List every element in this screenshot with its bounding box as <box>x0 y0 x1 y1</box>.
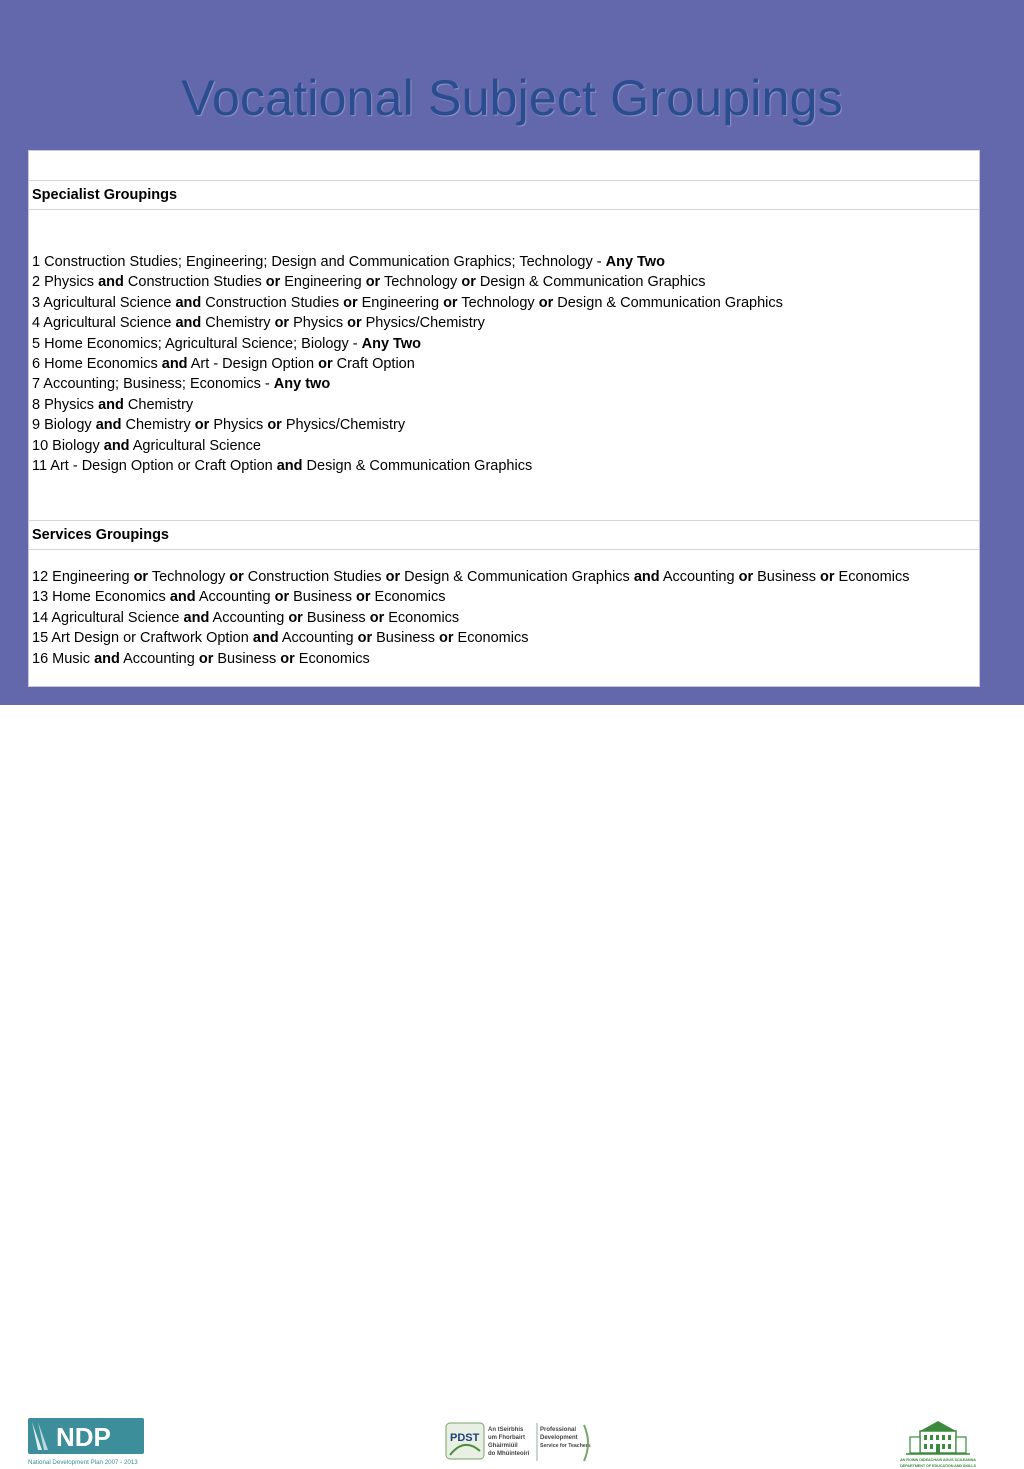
connector-word: or <box>267 417 282 434</box>
subject-text: Business <box>753 569 820 585</box>
connector-word: and <box>633 569 660 585</box>
specialist-grouping-line <box>32 272 706 292</box>
connector-word: or <box>356 589 371 606</box>
subject-text: Economics <box>294 650 370 667</box>
subject-groupings-table <box>28 150 980 687</box>
pdst-english-line-1: Professional <box>540 1427 577 1433</box>
ndp-logo-text: NDP <box>56 1422 111 1452</box>
connector-word: and <box>95 417 122 434</box>
services-grouping-line <box>32 587 445 607</box>
subject-text: Accounting <box>209 609 289 626</box>
connector-word: and <box>175 294 202 311</box>
subject-text: Art - Design Option <box>187 356 319 372</box>
table-empty-row <box>29 151 979 181</box>
subject-text: 3 Agricultural Science <box>32 294 176 311</box>
connector-word: or <box>357 630 373 647</box>
specialist-grouping-line <box>32 293 783 313</box>
subject-text: 13 Home Economics <box>32 589 170 606</box>
connector-word: or <box>198 650 214 667</box>
subject-text: Chemistry <box>201 315 275 332</box>
subject-text: 2 Physics <box>32 274 99 291</box>
specialist-grouping-line <box>32 395 193 415</box>
subject-text: Chemistry <box>123 396 194 413</box>
connector-word: or <box>439 630 454 647</box>
services-grouping-line <box>32 649 370 669</box>
pdst-logo-text: PDST <box>450 1432 480 1444</box>
specialist-heading: Specialist Groupings <box>32 187 178 203</box>
services-grouping-line <box>32 628 528 648</box>
subject-text: 5 Home Economics; Agricultural Science; Biology - <box>32 335 362 352</box>
pdst-irish-line-4: do Mhúinteoirí <box>488 1451 530 1457</box>
services-grouping-line <box>32 567 909 587</box>
specialist-grouping-line <box>32 354 415 374</box>
connector-word: or <box>280 650 295 667</box>
specialist-grouping-line <box>32 252 665 272</box>
department-logo-english: DEPARTMENT OF EDUCATION AND SKILLS <box>900 1464 976 1468</box>
connector-word: and <box>94 650 120 667</box>
connector-word: and <box>98 396 124 413</box>
subject-text: Accounting <box>278 630 358 647</box>
subject-text: 16 Music <box>32 650 95 667</box>
services-heading-row <box>29 521 979 550</box>
subject-text: Construction Studies <box>243 569 386 585</box>
subject-text: Business <box>302 609 370 626</box>
connector-word: or <box>347 315 362 332</box>
slide-background <box>0 0 1024 705</box>
specialist-grouping-line <box>32 334 421 354</box>
pdst-english-line-2: Development <box>540 1435 578 1441</box>
specialist-grouping-line <box>32 374 330 394</box>
subject-text: Design & Communication Graphics <box>400 569 634 585</box>
subject-text: 7 Accounting; Business; Economics - <box>32 376 274 393</box>
connector-word: or <box>538 294 554 311</box>
subject-text: Economics <box>384 609 460 626</box>
specialist-grouping-line <box>32 313 485 333</box>
footer <box>0 705 1024 1468</box>
connector-word: and <box>276 458 303 474</box>
subject-text: Design & Communication Graphics <box>302 458 533 474</box>
subject-text: 8 Physics <box>32 396 99 413</box>
specialist-heading-row <box>29 181 979 210</box>
services-list-row <box>29 550 979 686</box>
subject-text: 10 Biology <box>32 437 104 454</box>
connector-word: or <box>194 417 210 434</box>
subject-text: Engineering <box>280 274 366 291</box>
subject-text: Craft Option <box>332 356 415 372</box>
connector-word: or <box>385 569 401 585</box>
ndp-logo <box>28 1418 144 1466</box>
subject-text: Design & Communication Graphics <box>553 294 783 311</box>
subject-text: 12 Engineering <box>32 569 134 585</box>
subject-text: Physics/Chemistry <box>281 417 406 434</box>
subject-text: Technology <box>148 569 230 585</box>
subject-text: Engineering <box>357 294 444 311</box>
subject-text: Business <box>372 630 440 647</box>
connector-word: or <box>343 294 358 311</box>
connector-word: or <box>461 274 476 291</box>
connector-word: or <box>738 569 754 585</box>
connector-word: or <box>369 609 385 626</box>
subject-text: Chemistry <box>121 417 195 434</box>
subject-text: Accounting <box>195 589 275 606</box>
connector-word: or <box>365 274 381 291</box>
specialist-grouping-line <box>32 415 405 435</box>
connector-word: or <box>443 294 458 311</box>
subject-text: 14 Agricultural Science <box>32 609 184 626</box>
connector-word: Any Two <box>605 254 665 270</box>
connector-word: Any two <box>273 376 331 393</box>
connector-word: or <box>133 569 149 585</box>
subject-text: Construction Studies <box>201 294 344 311</box>
pdst-irish-line-3: Ghairmiúil <box>488 1443 518 1449</box>
connector-word: or <box>318 356 333 372</box>
connector-word: and <box>183 609 210 626</box>
connector-word: or <box>229 569 244 585</box>
subject-text: Design & Communication Graphics <box>475 274 706 291</box>
connector-word: and <box>161 356 188 372</box>
department-logo-irish: AN ROINN OIDEACHAIS AGUS SCILEANNA <box>900 1458 976 1462</box>
connector-word: or <box>288 609 303 626</box>
pdst-english-line-3: Service for Teachers <box>540 1443 591 1449</box>
subject-text: Economics <box>370 589 446 606</box>
subject-text: 9 Biology <box>32 417 96 434</box>
subject-text: Business <box>289 589 356 606</box>
connector-word: and <box>103 437 130 454</box>
subject-text: Construction Studies <box>123 274 266 291</box>
ndp-logo-caption: National Development Plan 2007 - 2013 <box>28 1459 138 1466</box>
subject-text: Economics <box>453 630 529 647</box>
subject-text: Physics <box>209 417 268 434</box>
department-logo <box>898 1417 978 1469</box>
connector-word: and <box>175 315 202 332</box>
specialist-grouping-line <box>32 456 532 476</box>
subject-text: Physics/Chemistry <box>361 315 485 332</box>
pdst-irish-line-1: An tSeirbhís <box>488 1427 524 1433</box>
subject-text: Technology <box>380 274 462 291</box>
pdst-logo <box>444 1419 594 1465</box>
specialist-list-row <box>29 210 979 521</box>
connector-word: Any Two <box>361 335 421 352</box>
subject-text: 15 Art Design or Craftwork Option <box>32 630 253 647</box>
subject-text: Physics <box>289 315 348 332</box>
subject-text: Accounting <box>119 650 199 667</box>
subject-text: 6 Home Economics <box>32 356 162 372</box>
connector-word: or <box>274 315 290 332</box>
subject-text: Technology <box>457 294 539 311</box>
subject-text: Business <box>213 650 281 667</box>
connector-word: and <box>252 630 279 647</box>
pdst-irish-line-2: um Fhorbairt <box>488 1435 525 1441</box>
subject-text: Agricultural Science <box>129 437 261 454</box>
subject-text: Economics <box>834 569 910 585</box>
connector-word: or <box>274 589 290 606</box>
subject-text: 1 Construction Studies; Engineering; Design and Communication Graphics; Technology - <box>32 254 606 270</box>
connector-word: or <box>265 274 281 291</box>
connector-word: and <box>169 589 196 606</box>
subject-text: Accounting <box>659 569 739 585</box>
services-grouping-line <box>32 608 459 628</box>
subject-text: 11 Art - Design Option or Craft Option <box>32 458 277 474</box>
connector-word: or <box>820 569 835 585</box>
slide-title: Vocational Subject Groupings <box>181 70 843 126</box>
specialist-grouping-line <box>32 436 261 456</box>
connector-word: and <box>98 274 124 291</box>
services-heading: Services Groupings <box>32 527 169 543</box>
subject-text: 4 Agricultural Science <box>32 315 176 332</box>
